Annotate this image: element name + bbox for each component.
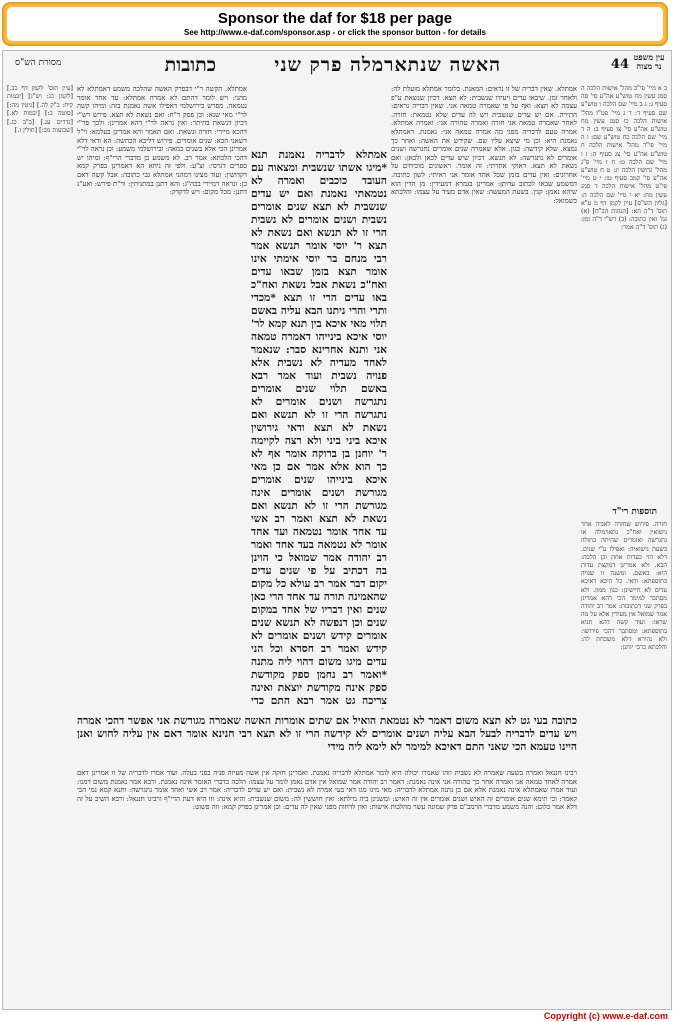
rashi-commentary — [391, 85, 577, 725]
page-number: 44 — [610, 57, 629, 72]
rashi-text: אמתלא. שאין דבריה של זו נראים: המאנת. כלומר אמתלא מועלת לה: ולאחר זמן. שיבאו עדים ויעידו שנשבית: לא תצא. דכיון שנשאת ע"פ עצמה לא תצא: ואף על פי שאמרה טמאה אני. שאין דבריה נראים: התירה. אם יש עדים שנשבית ויש לה עדים שלא נטמאת: חזרה. לאחר שאמרה טמאה אני חזרה ואמרה טהורה אני: ואמרה אמתלא. אמרה טעם לדבריה מפני מה אמרה טמאה אני: נאמנת. דאמתלא נאמנת היא: וכן מי שיצא עליו שם. שקידש את האשה: ואחר כך נמצא. שלא קידשה: כגון. אלא שאמרה שנים אומרים נתגרשה ושנים אומרים לא נתגרשה: לא תנשא. דכיון שיש עדים לכאן ולכאן: ואם נשאת לא תצא. דאוקי אתרתי: זה אומר. ראשונים מוכיחים על אחרונים: ואין עדים בזמן שכל אחד אומר אני ראיתי: לשון כתיבה. דמשמע שבאו לכתוב עדותן: אמרינן בגמרא דמעידין: מן הדין הוא שיהא נאמן: קנין. בשעת המעשה: שאין אדם מעיד על עצמו: והלכתא כשמואל: — [391, 85, 577, 205]
gemara-continuation-text: כתובה בעי גט לא תצא משום דאמר לא נטמאת הואיל אם שתים אומרות האשה שאמרה מגורשת אני אפשר דהכי אמרה ויש עדים לדבריה לבעל הבא עליה ושנים אומרים לא קידשה הרי זו לא תצא רבי חנינא אומר דאם אין עליה לחוש ואנן היינו טעמא הכי שאני התם דאיכא למימר לא לימא ליה מידי — [77, 715, 577, 753]
sponsor-subtitle[interactable]: See http://www.e-daf.com/sponsor.asp - or click the sponsor button - for details — [184, 28, 486, 37]
sponsor-banner-inner[interactable] — [7, 7, 663, 41]
bottom-commentary — [77, 769, 577, 1001]
gemara-text: אמתלא לדבריה נאמנת תנא *מיגו אשתו שנשבית ומצאוה עם העובד כוכבים ואמרה לא נטמאתי נאמנת ואם יש עדים שנשבית לא תצא שנים אומרים נשבית ושנים אומרים לא נשבית הרי זו לא תנשא ואם נשאת לא תצא ר' יוסי אומר תנשא אמר רבי מנחם בר יוסי אימתי אינו אומר תצא בזמן שבאו עדים ואח"כ נשאת אבל נשאת ואח"כ באו עדים הרי זו תצא *מכדי ותרי והרי ניתנו הבא עליה באשם תלוי מאי איכא בין תנא קמא לר' יוסי איכא בינייהו דאמרה טמאה אני ותנא אחרינא סבר: שנאמר לאחד מעדיה לא נשבית אלא פנויה נשבית ועוד אמר רבא באשם תלוי שנים אומרים נתגרשה ושנים אומרים לא נתגרשה הרי זו לא תנשא ואם נשאת לא תצא ודאי גירושין איכא ביני ביני ולא רצה לקיימה ר' יוחנן בן ברוקה אומר אף לא כך הוא אלא אמר אם כן מאי איכא בינייהו שנים אומרים מגורשת ושנים אומרים אינה מגורשת הרי זו לא תנשא ואם נשאת לא תצא ואמר רב אשי עד אחד אומר נטמאה ועד אחד אומר לא נטמאה בעד אחד ואמר רב יהודה אמר שמואל כי הוינן בה דכתיב על פי שנים עדים יקום דבר אמר רב עולא כל מקום שהאמינה תורה עד אחד הרי כאן שנים ואין דבריו של אחד במקום שנים וכן דנפשה לא תנשא שנים אומרים קידש ושנים אומרים לא קידש ואמר רב חסדא וכל הני עדים מיגו משום דהוי ליה מתנה *ואמר רב נחמן ספק מקודשת ספק אינה מקודשת יוצאת ואינה צריכה גט אמר רבא התם כדי — [251, 149, 387, 707]
sponsor-banner[interactable] — [2, 2, 668, 46]
talmud-page-scan — [2, 50, 672, 1010]
copyright-link[interactable]: Copyright (c) www.e-daf.com — [543, 1011, 668, 1021]
bottom-commentary-text: רבינו חננאל ואמרה בשעה שאמרה לא נשבית וזהו שאמרו יכולה היא לומר אמתלא לדבריה נאמנת. ואמרינן חזקה אין אשה מעיזה פניה בפני בעלה. ועוד אמרו לדבריה של זו אמרינן דאם אמרה לאחד טמאה אני ואמרה אחר כך טהורה אני אינה נאמנת: דאמר רב יהודה אמר שמואל אין אדם נאמן לומר על עצמו: הלכה כדברי האומר אינה נאמנת. ורבא אמר נאמנת משום דמגו: ועוד אמרו שאמתלא אינה נאמנת אלא אם כן נתנה אמתלא לדבריה: מאי מיגו מגו דאי בעי אמרה לא נשבית: ואם יש עדים לדבריה: אמר רב אשי ואחד אומר נתגרשה: ותנא קמא נמי הכי קאמר: וכי תימא שנים אומרים זה האיש ושנים אומרים אין זה האיש: ומשנינן ביה מילתא: ואין חוששין לה: משום שנשבית: והיא אינה: וזו היא דעת הרי"ף ורבינו חננאל: ורבא השיב על זה דלא אמר כלום: והנה משמע מדברי הרמב"ם פרק שמונה עשר מהלכות אישות: ואין לדחות מפני שאין לה עדים: וכן אמרינן בפרק קמא: וזה פשוט: — [77, 769, 577, 812]
gemara-main-text — [251, 149, 387, 709]
masoret-hashas-label: מסורת הש"ס — [15, 58, 62, 68]
gemara-continuation — [77, 715, 577, 765]
margin-references — [7, 85, 73, 985]
ein-mishpat-text: ב א מיי' פי"ב מהל' אישות הלכה ה סמג עשין מח טוש"ע אה"ע סי' סה סעיף ג: ג ב מיי' שם הלכה ו טוש"ע שם סעיף ד: ד ג מיי' פט"ז מהל' אישות הלכה כו סמג עשין מח טוש"ע אה"ע סי' צו סעיף ב: ה ד מיי' שם הלכה כח טוש"ע שם: ו ה מיי' פי"ד מהל' אישות הלכה ח טוש"ע אה"ע סי' צג סעיף ה: ז ו מיי' שם הלכה ט: ח ז מיי' פ"ג מהל' גרושין הלכה יג: ט ח טוש"ע אה"ע סי' קמב סעיף טו: י ט מיי' פי"ט מהל' אישות הלכה ד סמג עשין מח: יא י מיי' שם הלכה ה: [גליון הש"ס] עיין לקמן דף מ ע"א תוס' ד"ה הא: [הגהות הב"ח] (א) גמ' ואין כתובה: (ב) רש"י ד"ה ומן: (ג) תוס' ד"ה אמר: — [581, 85, 667, 232]
tractate-title: כתובות — [164, 54, 216, 76]
tosafot-harosh-column — [581, 521, 667, 1001]
tosafot-harosh-title: תוספות רי"ד — [612, 507, 657, 517]
ein-mishpat-column — [581, 85, 667, 495]
sponsor-title[interactable]: Sponsor the daf for $18 per page — [217, 10, 453, 27]
ein-mishpat-label: עין משפט נר מצוה — [633, 52, 665, 71]
chapter-title: האשה שנתארמלה פרק שני — [274, 54, 501, 76]
margin-references-text: [עיין תוס' לקמן דף כב.] [לקמן כג: וש"נ] [יבמות קיח: ב"ק לה.] [גיטין מה:] [סוטה ב:] [יבמות לא.] [נדרים עג.] [ב"ב כג.] [שבועות מב:] [חולין ז.] — [7, 85, 73, 135]
tosafot-harosh-text: חזרה. פירוש שחזרה לאביה אחר נישואין ואח"כ נתארמלה או נתגרשה ואומרים שהיתה בתולה בשעת נישואיה: ואפילו ע"י שנים. דלא הוי כעדות אחת וכן הלכה: הבא. ולא אמרינן דמקצת עדות היא: באשם. ומשנה זו שנויה בתוספתא: ודאי. כל היכא דאיכא עדים לא חיישינן: כנון ממון. ולא מסתבר למימר הכי דהא אמרינן בפרק שני דכתובות: אמר רב יהודה אמר שמואל אין מעידין אלא על מה שראו: ועוד קשה דהא תניא בתוספתא: ומסתבר דהכי פירושו: ולא נהירא דלא משכחת לה: והלכתא כרבי יוחנן: — [581, 521, 667, 652]
tosafot-text: אמתלא. הקשה ר"י דבפרק האשה שהלכה משמע דאמתלא לא מהני: ויש לומר דהתם לא אמרה אמתלא: עד אחד אומר נטמאה. מפרש בירושלמי דאפילו אשה נאמנת בזה: ומיהו קשה לר"י מאי שנא: וכן פסק ר"ח: ואם נשאת לא תצא. פירש רש"י דכיון דנשאת בהיתר: ואין נראה לר"י דהא אמרינן: ולכך פר"י דהכא מיירי: חזרה ונשאת. ואם תאמר והא אמרינן בעלמא: וי"ל דשאני הכא: שנים אומרים. פירוש דליכא הכחשה: הא ודאי דלא אמרינן הכי אלא בשנים כמאה: ובירושלמי משמע: וכן נראה לר"י דהכי הלכתא: אמר רב. לא משמע כן מדברי הרי"ף: ומיהו יש ספרים דגרסי: וצ"ע: ולפי זה ניחא הא דאמרינן בפרק קמא דקדושין: ועוד מצינו דמהני אמתלא גבי כתובה: אבל קשה דאם כן: ונראה דמיירי בכה"ג: והא דתנן במתניתין: ור"ת פירש: ואע"ג דתנן: מכל מקום: ויש לדקדק: — [77, 85, 247, 197]
tosafot-commentary — [77, 85, 247, 725]
page-header — [3, 51, 671, 83]
